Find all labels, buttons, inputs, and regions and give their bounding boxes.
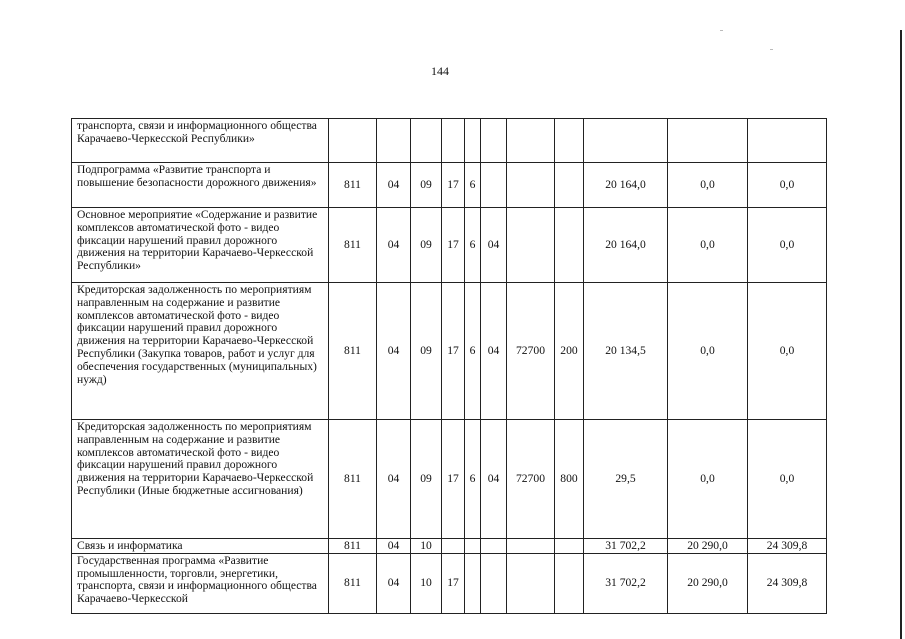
section-code-cell: 04 (377, 283, 411, 420)
direction-code-cell: 72700 (507, 283, 555, 420)
table-row (72, 420, 827, 539)
table-row (72, 283, 827, 420)
subsection-code-cell (411, 119, 442, 163)
amount-year-1-cell: 20 134,5 (584, 283, 668, 420)
subsection-code-cell: 10 (411, 539, 442, 554)
row-name-cell: транспорта, связи и информационного общества Карачаево-Черкесской Республики» (72, 119, 329, 163)
program-code-cell: 17 (442, 420, 465, 539)
subsection-code-cell: 09 (411, 283, 442, 420)
direction-code-cell (507, 119, 555, 163)
amount-year-2-cell: 0,0 (668, 208, 748, 283)
row-name-cell: Подпрограмма «Развитие транспорта и повышение безопасности дорожного движения» (72, 163, 329, 208)
subsection-code-cell: 09 (411, 420, 442, 539)
section-code-cell (377, 119, 411, 163)
amount-year-3-cell: 0,0 (748, 163, 827, 208)
ved-code-cell: 811 (329, 163, 377, 208)
scan-edge-line (900, 30, 902, 639)
subprogram-code-cell: 6 (465, 420, 481, 539)
section-code-cell: 04 (377, 208, 411, 283)
table-row (72, 539, 827, 554)
activity-code-cell (481, 119, 507, 163)
page-number: 144 (431, 64, 449, 78)
row-name-cell: Связь и информатика (72, 539, 329, 554)
expense-type-code-cell (555, 553, 584, 613)
table-row (72, 119, 827, 163)
amount-year-3-cell: 24 309,8 (748, 539, 827, 554)
row-name-cell: Основное мероприятие «Содержание и развитие комплексов автоматической фото - видео фиксации нарушений правил дорожного движения на территории Карачаево-Черкесской Республики» (72, 208, 329, 283)
direction-code-cell (507, 539, 555, 554)
row-name-cell: Кредиторская задолженность по мероприятиям направленным на содержание и развитие комплексов автоматической фото - видео фиксации нарушений правил дорожного движения на территории Карачаево-Черкесской Республики (Закупка товаров, работ и услуг для обеспечения государственных (муниципальных) нужд) (72, 283, 329, 420)
amount-year-2-cell: 20 290,0 (668, 553, 748, 613)
amount-year-3-cell: 0,0 (748, 208, 827, 283)
table-row (72, 208, 827, 283)
program-code-cell (442, 119, 465, 163)
section-code-cell: 04 (377, 553, 411, 613)
amount-year-3-cell: 0,0 (748, 283, 827, 420)
ved-code-cell (329, 119, 377, 163)
table-row (72, 553, 827, 613)
direction-code-cell (507, 208, 555, 283)
subprogram-code-cell (465, 119, 481, 163)
amount-year-1-cell: 20 164,0 (584, 163, 668, 208)
scan-speck (770, 49, 773, 50)
program-code-cell: 17 (442, 283, 465, 420)
program-code-cell: 17 (442, 553, 465, 613)
amount-year-1-cell: 31 702,2 (584, 539, 668, 554)
amount-year-1-cell: 29,5 (584, 420, 668, 539)
amount-year-2-cell: 20 290,0 (668, 539, 748, 554)
subprogram-code-cell: 6 (465, 283, 481, 420)
subprogram-code-cell (465, 553, 481, 613)
program-code-cell: 17 (442, 208, 465, 283)
scan-speck (720, 30, 723, 31)
activity-code-cell: 04 (481, 283, 507, 420)
amount-year-3-cell: 0,0 (748, 420, 827, 539)
amount-year-2-cell (668, 119, 748, 163)
expense-type-code-cell (555, 208, 584, 283)
expense-type-code-cell (555, 539, 584, 554)
budget-table (71, 118, 827, 614)
program-code-cell: 17 (442, 163, 465, 208)
expense-type-code-cell: 800 (555, 420, 584, 539)
ved-code-cell: 811 (329, 420, 377, 539)
amount-year-1-cell (584, 119, 668, 163)
activity-code-cell (481, 539, 507, 554)
amount-year-2-cell: 0,0 (668, 163, 748, 208)
budget-table-body (72, 119, 827, 614)
amount-year-3-cell: 24 309,8 (748, 553, 827, 613)
row-name-cell: Кредиторская задолженность по мероприятиям направленным на содержание и развитие комплексов автоматической фото - видео фиксации нарушений правил дорожного движения на территории Карачаево-Черкесской Республики (Иные бюджетные ассигнования) (72, 420, 329, 539)
table-row (72, 163, 827, 208)
subsection-code-cell: 10 (411, 553, 442, 613)
activity-code-cell (481, 553, 507, 613)
section-code-cell: 04 (377, 163, 411, 208)
row-name-cell: Государственная программа «Развитие промышленности, торговли, энергетики, транспорта, связи и информационного общества Карачаево-Черкесской (72, 553, 329, 613)
ved-code-cell: 811 (329, 553, 377, 613)
ved-code-cell: 811 (329, 283, 377, 420)
ved-code-cell: 811 (329, 539, 377, 554)
subprogram-code-cell: 6 (465, 163, 481, 208)
activity-code-cell: 04 (481, 208, 507, 283)
amount-year-1-cell: 31 702,2 (584, 553, 668, 613)
section-code-cell: 04 (377, 539, 411, 554)
activity-code-cell: 04 (481, 420, 507, 539)
expense-type-code-cell (555, 119, 584, 163)
amount-year-3-cell (748, 119, 827, 163)
subsection-code-cell: 09 (411, 163, 442, 208)
ved-code-cell: 811 (329, 208, 377, 283)
amount-year-1-cell: 20 164,0 (584, 208, 668, 283)
expense-type-code-cell (555, 163, 584, 208)
subsection-code-cell: 09 (411, 208, 442, 283)
direction-code-cell (507, 553, 555, 613)
subprogram-code-cell (465, 539, 481, 554)
amount-year-2-cell: 0,0 (668, 420, 748, 539)
amount-year-2-cell: 0,0 (668, 283, 748, 420)
activity-code-cell (481, 163, 507, 208)
direction-code-cell: 72700 (507, 420, 555, 539)
expense-type-code-cell: 200 (555, 283, 584, 420)
program-code-cell (442, 539, 465, 554)
direction-code-cell (507, 163, 555, 208)
section-code-cell: 04 (377, 420, 411, 539)
subprogram-code-cell: 6 (465, 208, 481, 283)
